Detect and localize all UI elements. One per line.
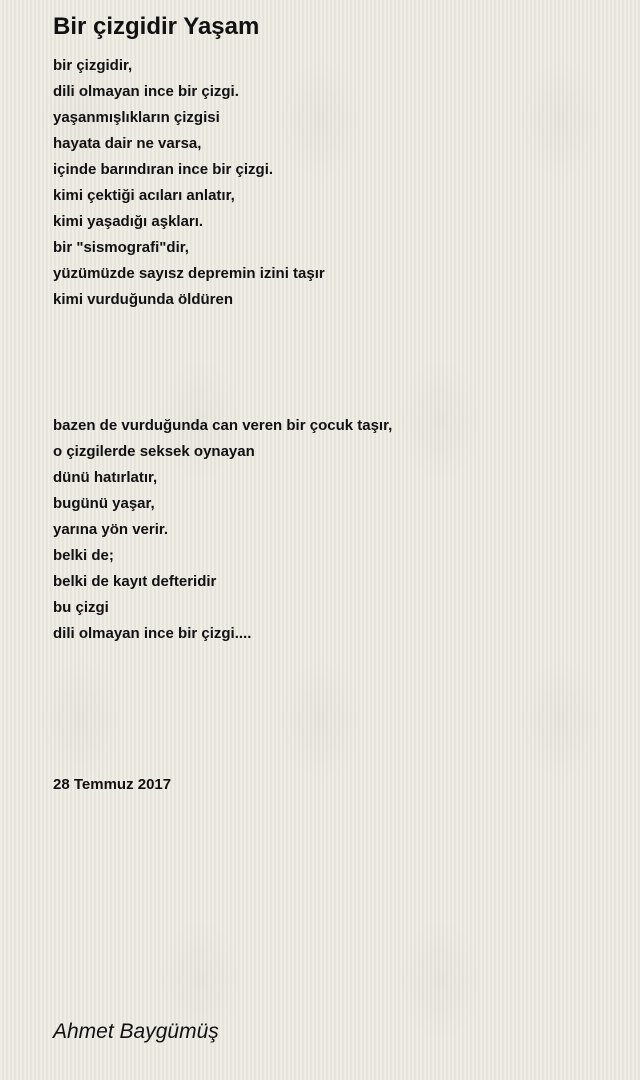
poem-line: belki de; bbox=[53, 547, 114, 564]
poem-date: 28 Temmuz 2017 bbox=[53, 776, 172, 793]
poem-line: bir "sismografi"dir, bbox=[53, 239, 189, 256]
poem-line: kimi yaşadığı aşkları. bbox=[53, 213, 204, 230]
poem-line: kimi vurduğunda öldüren bbox=[53, 291, 234, 308]
poem-line: bu çizgi bbox=[53, 599, 109, 616]
poem-line: yüzümüzde sayısz depremin izini taşır bbox=[53, 265, 325, 282]
poem-line: belki de kayıt defteridir bbox=[53, 573, 217, 590]
poem-line: bir çizgidir, bbox=[53, 57, 133, 74]
poem-line: bazen de vurduğunda can veren bir çocuk taşır, bbox=[53, 417, 393, 434]
poem-author: Ahmet Baygümüş bbox=[53, 1020, 219, 1043]
poem-line: yaşanmışlıkların çizgisi bbox=[53, 109, 220, 126]
poem-line: hayata dair ne varsa, bbox=[53, 135, 202, 152]
poem-line: yarına yön verir. bbox=[53, 521, 169, 538]
poem-line: bugünü yaşar, bbox=[53, 495, 155, 512]
poem-line: içinde barındıran ince bir çizgi. bbox=[53, 161, 274, 178]
poem-line: dili olmayan ince bir çizgi. bbox=[53, 83, 239, 100]
poem-line: dünü hatırlatır, bbox=[53, 469, 158, 486]
poem-line: o çizgilerde seksek oynayan bbox=[53, 443, 255, 460]
poem-stanza-1 bbox=[53, 53, 325, 313]
poem-stanza-2 bbox=[53, 413, 392, 647]
poem-line: kimi çektiği acıları anlatır, bbox=[53, 187, 235, 204]
poem-title: Bir çizgidir Yaşam bbox=[53, 13, 260, 40]
poem-line: dili olmayan ince bir çizgi.... bbox=[53, 625, 252, 642]
